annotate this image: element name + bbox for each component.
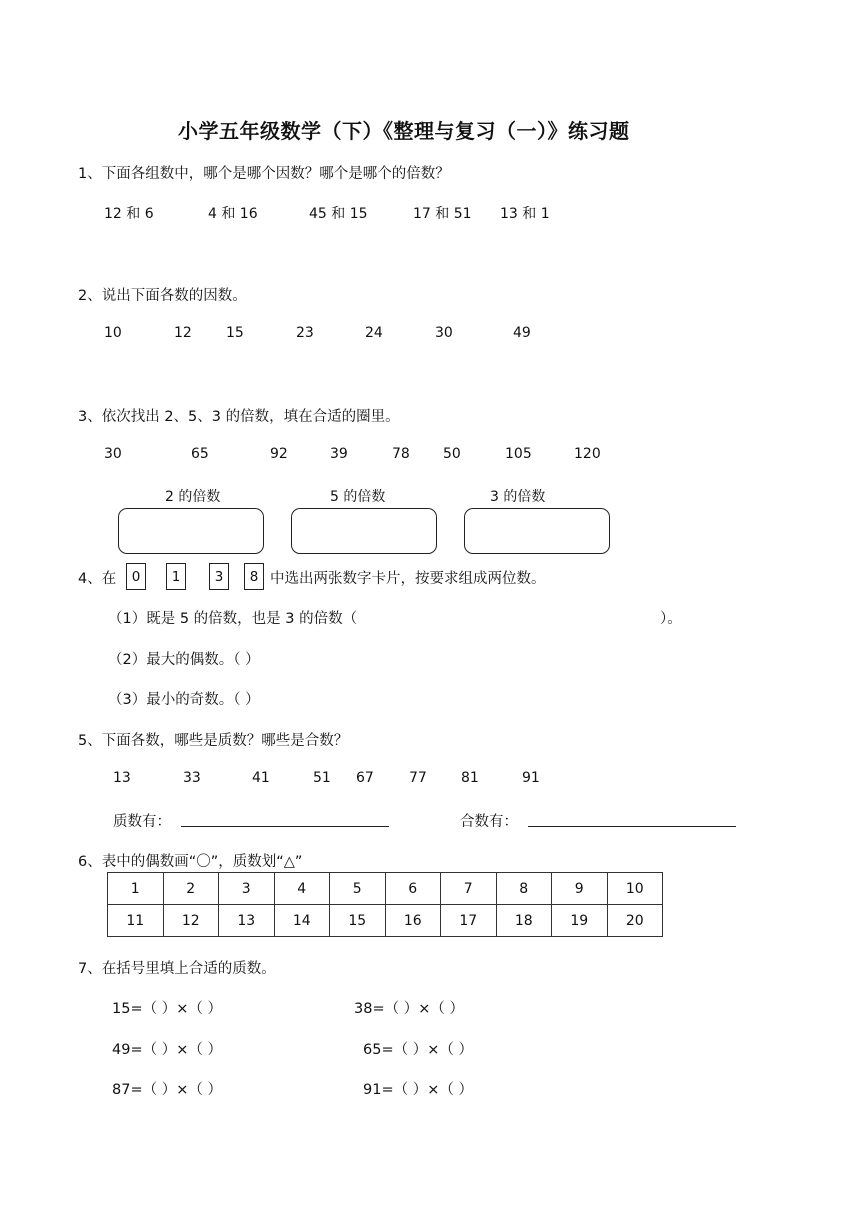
q2-number: 23 (296, 325, 314, 341)
q5-number: 91 (522, 770, 540, 786)
q1-pair: 13 和 1 (500, 206, 550, 222)
table-cell[interactable]: 14 (274, 905, 330, 937)
table-cell[interactable]: 17 (441, 905, 497, 937)
q1-pair: 4 和 16 (208, 206, 258, 222)
q7-item: 38=（ ）×（ ） (354, 1001, 464, 1017)
q7-item: 49=（ ）×（ ） (112, 1042, 222, 1058)
table-cell[interactable]: 7 (441, 873, 497, 905)
table-cell[interactable]: 9 (552, 873, 608, 905)
composite-label: 合数有： (460, 814, 518, 830)
q4-sub3: （3）最小的奇数。（ ） (108, 692, 260, 708)
question-2-text: 2、说出下面各数的因数。 (78, 288, 247, 304)
q1-pair: 17 和 51 (413, 206, 472, 222)
table-cell[interactable]: 5 (330, 873, 386, 905)
table-cell[interactable]: 12 (163, 905, 219, 937)
table-cell[interactable]: 18 (496, 905, 552, 937)
q2-number: 49 (513, 325, 531, 341)
table-cell[interactable]: 13 (219, 905, 275, 937)
table-row (108, 905, 663, 937)
digit-card-3: 3 (209, 563, 229, 590)
q5-number: 13 (113, 770, 131, 786)
question-3-text: 3、依次找出 2、5、3 的倍数，填在合适的圈里。 (78, 409, 400, 425)
multiples-of-2-label: 2 的倍数 (165, 489, 221, 505)
q2-number: 10 (104, 325, 122, 341)
q2-number: 24 (365, 325, 383, 341)
q4-sub2: （2）最大的偶数。（ ） (108, 652, 260, 668)
prime-label: 质数有： (113, 814, 171, 830)
table-row (108, 873, 663, 905)
q7-item: 87=（ ）×（ ） (112, 1082, 222, 1098)
multiples-of-5-circle[interactable] (291, 508, 437, 554)
q2-number: 15 (226, 325, 244, 341)
multiples-of-5-label: 5 的倍数 (330, 489, 386, 505)
table-cell[interactable]: 6 (385, 873, 441, 905)
table-cell[interactable]: 3 (219, 873, 275, 905)
q3-number: 105 (505, 446, 532, 462)
table-cell[interactable]: 10 (607, 873, 663, 905)
multiples-of-3-circle[interactable] (464, 508, 610, 554)
q3-number: 39 (330, 446, 348, 462)
question-1-text: 1、下面各组数中，哪个是哪个因数？哪个是哪个的倍数？ (78, 166, 450, 182)
table-cell[interactable]: 20 (607, 905, 663, 937)
multiples-of-2-circle[interactable] (118, 508, 264, 554)
table-cell[interactable]: 16 (385, 905, 441, 937)
table-cell[interactable]: 8 (496, 873, 552, 905)
digit-card-8: 8 (244, 563, 264, 590)
table-cell[interactable]: 15 (330, 905, 386, 937)
q5-number: 33 (183, 770, 201, 786)
q3-number: 65 (191, 446, 209, 462)
question-6-text: 6、表中的偶数画“〇”，质数划“△” (78, 854, 303, 870)
q7-item: 15=（ ）×（ ） (112, 1001, 222, 1017)
q5-number: 77 (409, 770, 427, 786)
q1-pair: 12 和 6 (104, 206, 154, 222)
table-cell[interactable]: 2 (163, 873, 219, 905)
table-cell[interactable]: 11 (108, 905, 164, 937)
question-4-suffix: 中选出两张数字卡片，按要求组成两位数。 (270, 571, 546, 587)
page-title: 小学五年级数学（下）《整理与复习（一）》练习题 (178, 119, 630, 143)
q7-item: 91=（ ）×（ ） (363, 1082, 473, 1098)
q4-sub1: （1）既是 5 的倍数，也是 3 的倍数（ (108, 611, 358, 627)
q1-pair: 45 和 15 (309, 206, 368, 222)
q2-number: 12 (174, 325, 192, 341)
prime-answer-line[interactable] (181, 826, 389, 827)
number-table (107, 872, 663, 937)
q2-number: 30 (435, 325, 453, 341)
q4-sub1-close: ）。 (660, 611, 682, 627)
table-cell[interactable]: 19 (552, 905, 608, 937)
q7-item: 65=（ ）×（ ） (363, 1042, 473, 1058)
question-7-text: 7、在括号里填上合适的质数。 (78, 961, 276, 977)
table-cell[interactable]: 4 (274, 873, 330, 905)
composite-answer-line[interactable] (528, 826, 736, 827)
question-5-text: 5、下面各数，哪些是质数？哪些是合数？ (78, 733, 349, 749)
q3-number: 50 (443, 446, 461, 462)
digit-card-1: 1 (166, 563, 186, 590)
q5-number: 41 (252, 770, 270, 786)
q3-number: 30 (104, 446, 122, 462)
q5-number: 51 (313, 770, 331, 786)
multiples-of-3-label: 3 的倍数 (490, 489, 546, 505)
q3-number: 78 (392, 446, 410, 462)
q3-number: 120 (574, 446, 601, 462)
digit-card-0: 0 (126, 563, 146, 590)
q5-number: 67 (356, 770, 374, 786)
question-4-prefix: 4、在 (78, 571, 117, 587)
table-cell[interactable]: 1 (108, 873, 164, 905)
q5-number: 81 (461, 770, 479, 786)
q3-number: 92 (270, 446, 288, 462)
